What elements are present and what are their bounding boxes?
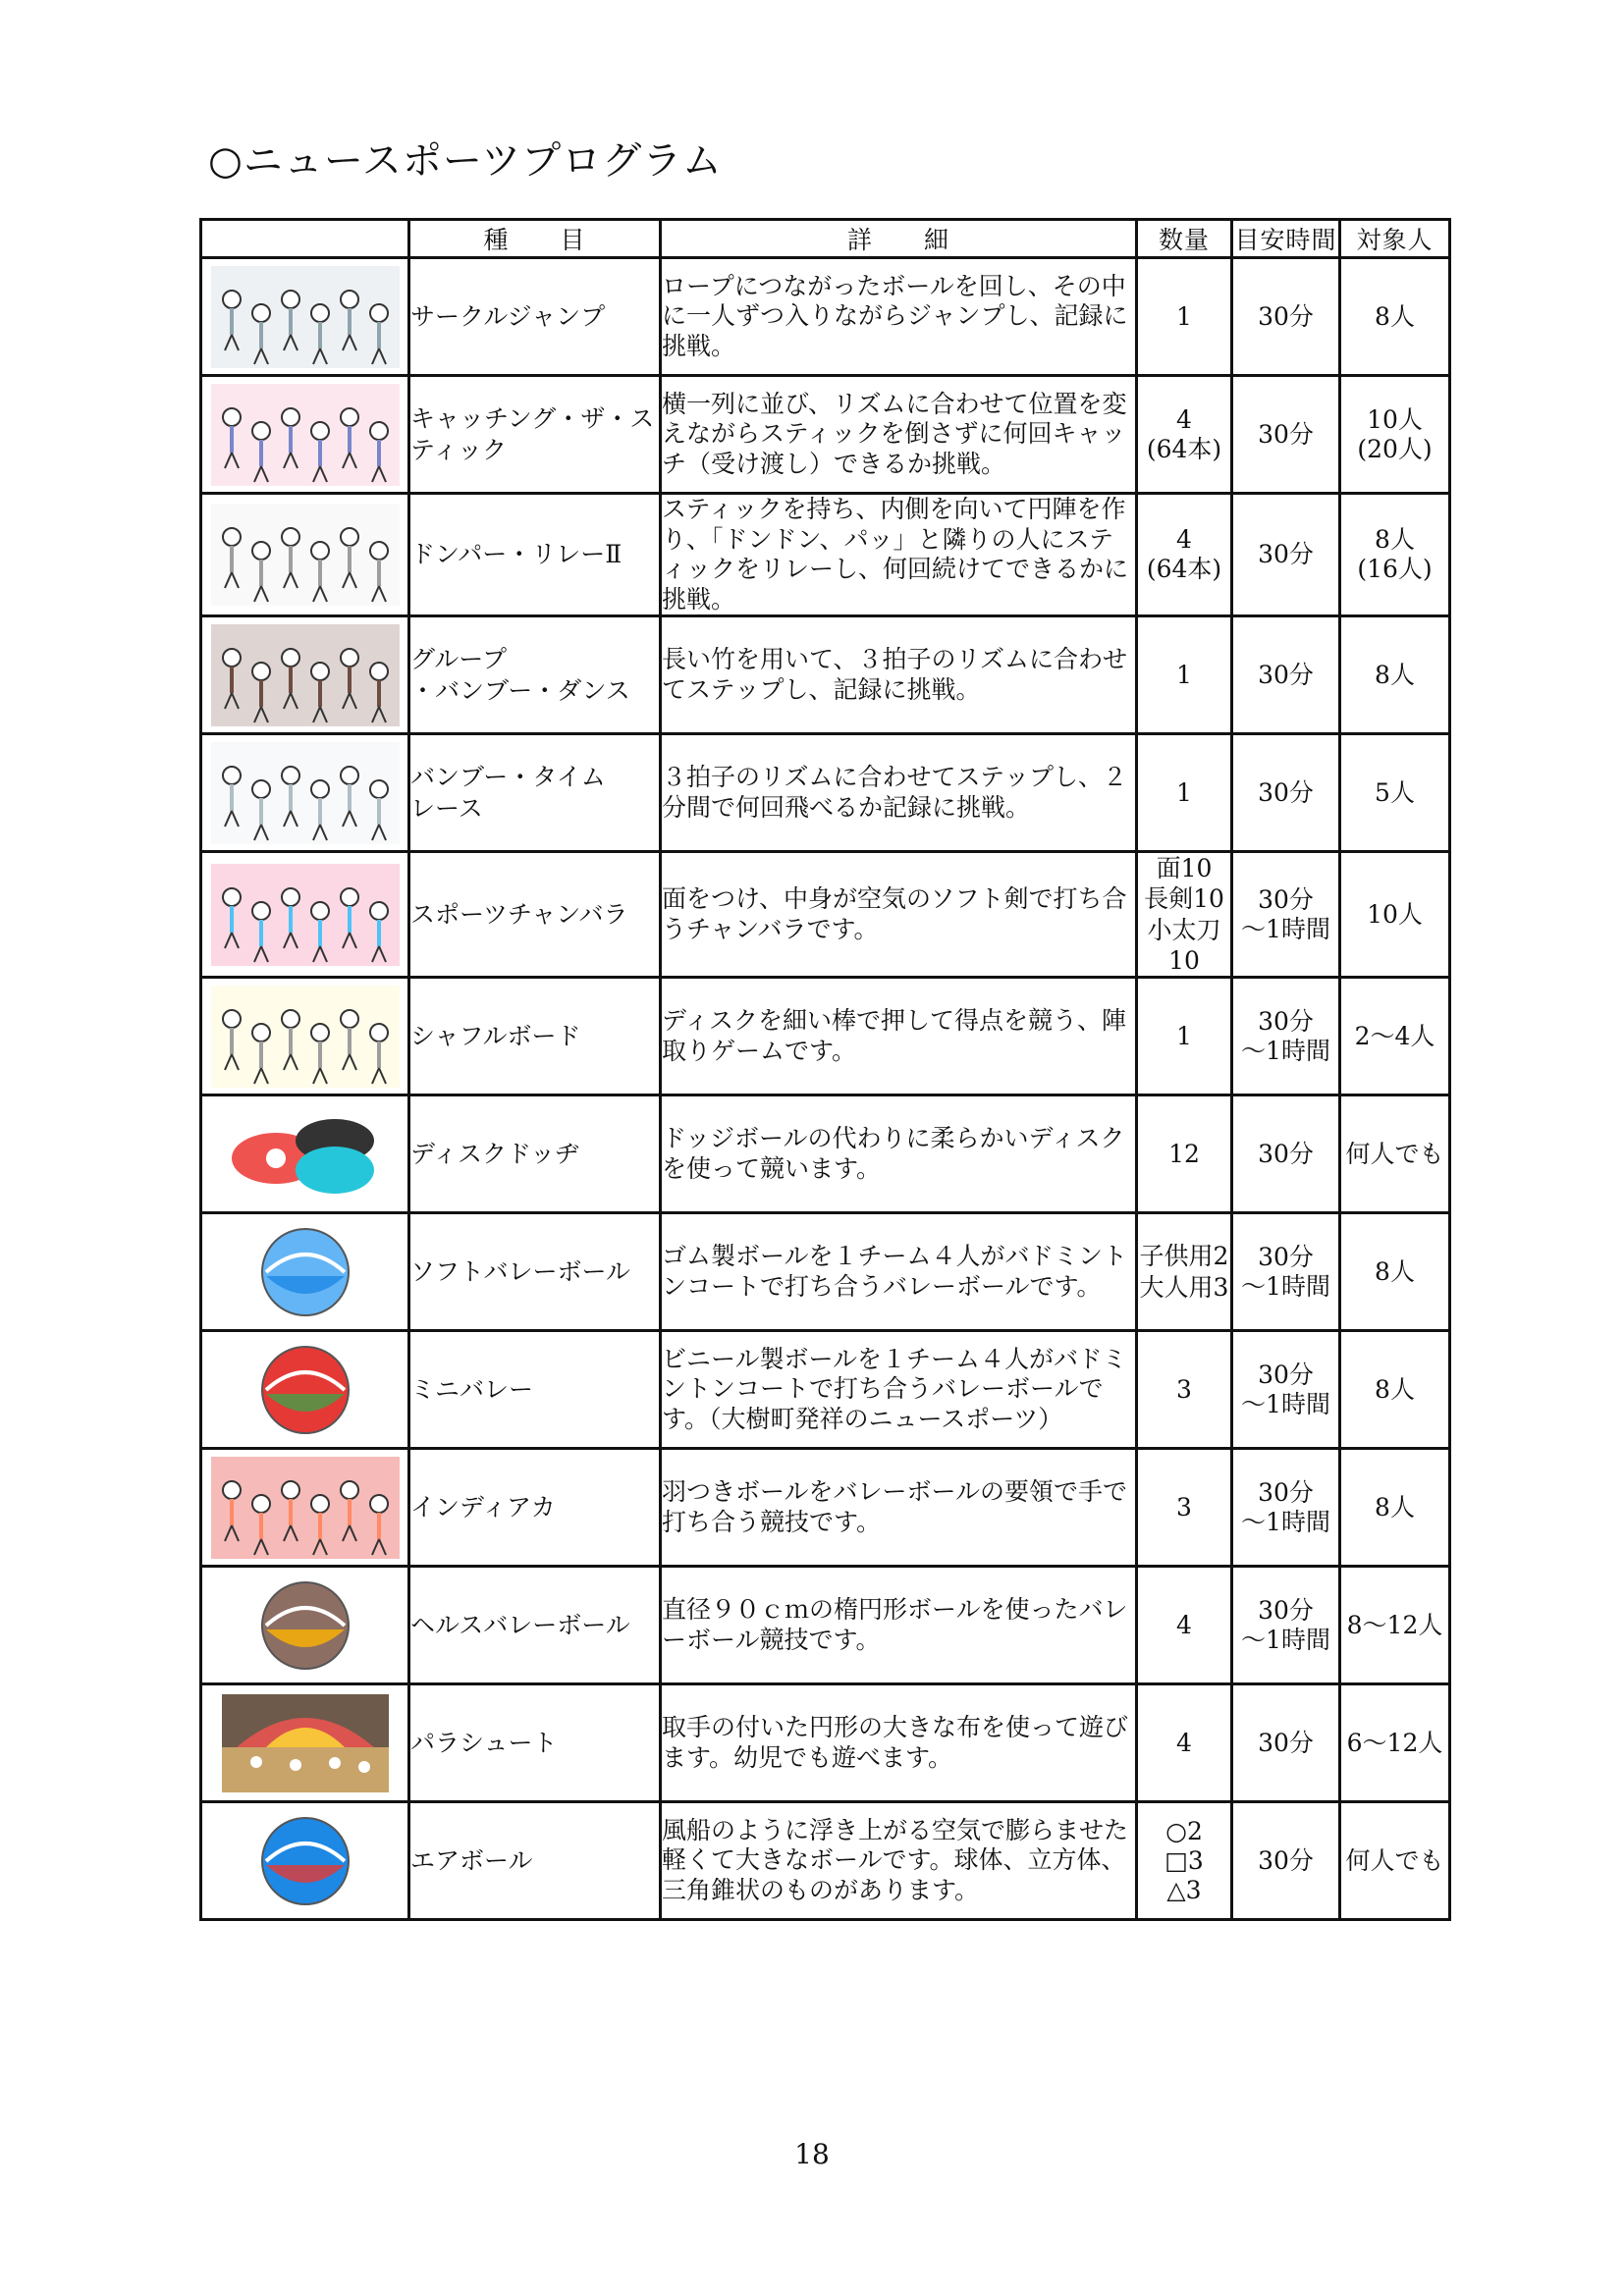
program-time: 30分 ～1時間 xyxy=(1232,1449,1340,1567)
program-quantity: 4 xyxy=(1137,1567,1232,1684)
air-ball-photo xyxy=(207,1806,404,1916)
program-target: 8人 xyxy=(1340,258,1450,376)
program-target: 10人 (20人) xyxy=(1340,376,1450,494)
health-volleyball-photo xyxy=(207,1571,404,1681)
program-image xyxy=(201,1095,409,1213)
program-name: インディアカ xyxy=(409,1449,661,1567)
program-quantity: 3 xyxy=(1137,1331,1232,1449)
program-image xyxy=(201,1802,409,1920)
table-row xyxy=(201,1095,1450,1213)
program-image xyxy=(201,852,409,978)
program-name: キャッチング・ザ・スティック xyxy=(409,376,661,494)
table-row xyxy=(201,258,1450,376)
program-detail: ドッジボールの代わりに柔らかいディスクを使って競います。 xyxy=(661,1095,1137,1213)
program-target: 6～12人 xyxy=(1340,1684,1450,1802)
table-row xyxy=(201,616,1450,734)
sports-chanbara-illustration xyxy=(207,860,404,970)
program-name: ミニバレー xyxy=(409,1331,661,1449)
program-detail: スティックを持ち、内側を向いて円陣を作り、「ドンドン、パッ」と隣りの人にスティックをリレーし、何回続けてできるかに挑戦。 xyxy=(661,494,1137,616)
program-table xyxy=(199,218,1451,1921)
program-name: サークルジャンプ xyxy=(409,258,661,376)
program-quantity: 4 (64本) xyxy=(1137,494,1232,616)
program-time: 30分 xyxy=(1232,376,1340,494)
table-row xyxy=(201,1331,1450,1449)
program-name: ドンパー・リレーⅡ xyxy=(409,494,661,616)
program-detail: 長い竹を用いて、３拍子のリズムに合わせてステップし、記録に挑戦。 xyxy=(661,616,1137,734)
program-time: 30分 ～1時間 xyxy=(1232,978,1340,1095)
program-name: ヘルスバレーボール xyxy=(409,1567,661,1684)
program-image xyxy=(201,734,409,852)
page-title: ○ニュースポーツプログラム xyxy=(208,138,723,184)
program-quantity: 12 xyxy=(1137,1095,1232,1213)
header-name: 種 目 xyxy=(409,220,661,258)
table-row xyxy=(201,978,1450,1095)
table-row xyxy=(201,1567,1450,1684)
table-row xyxy=(201,494,1450,616)
program-time: 30分 ～1時間 xyxy=(1232,852,1340,978)
program-quantity: 1 xyxy=(1137,258,1232,376)
header-target: 対象人 xyxy=(1340,220,1450,258)
bamboo-time-race-illustration xyxy=(207,738,404,848)
program-detail: 面をつけ、中身が空気のソフト剣で打ち合うチャンバラです。 xyxy=(661,852,1137,978)
program-quantity: ○2 □3 △3 xyxy=(1137,1802,1232,1920)
catching-stick-illustration xyxy=(207,380,404,490)
header-quantity: 数量 xyxy=(1137,220,1232,258)
bamboo-dance-illustration xyxy=(207,620,404,730)
header-image xyxy=(201,220,409,258)
program-image xyxy=(201,1213,409,1331)
table-row xyxy=(201,376,1450,494)
table-row xyxy=(201,852,1450,978)
program-target: 8～12人 xyxy=(1340,1567,1450,1684)
table-row xyxy=(201,734,1450,852)
donpa-relay-illustration xyxy=(207,500,404,610)
table-row xyxy=(201,1449,1450,1567)
program-target: 5人 xyxy=(1340,734,1450,852)
table-header-row xyxy=(201,220,1450,258)
program-time: 30分 xyxy=(1232,734,1340,852)
parachute-photo xyxy=(207,1688,404,1798)
program-target: 8人 xyxy=(1340,1331,1450,1449)
table-row xyxy=(201,1684,1450,1802)
indiaca-illustration xyxy=(207,1453,404,1563)
program-time: 30分 xyxy=(1232,616,1340,734)
program-target: 8人 xyxy=(1340,616,1450,734)
table-row xyxy=(201,1213,1450,1331)
program-image xyxy=(201,1331,409,1449)
program-time: 30分 xyxy=(1232,1095,1340,1213)
program-time: 30分 xyxy=(1232,1802,1340,1920)
program-target: 8人 xyxy=(1340,1449,1450,1567)
program-name: グループ ・バンブー・ダンス xyxy=(409,616,661,734)
program-detail: 取手の付いた円形の大きな布を使って遊びます。幼児でも遊べます。 xyxy=(661,1684,1137,1802)
program-name: パラシュート xyxy=(409,1684,661,1802)
program-detail: 風船のように浮き上がる空気で膨らませた軽くて大きなボールです。球体、立方体、三角錐状のものがあります。 xyxy=(661,1802,1137,1920)
program-image xyxy=(201,1684,409,1802)
program-quantity: 3 xyxy=(1137,1449,1232,1567)
shuffleboard-illustration xyxy=(207,982,404,1092)
program-image xyxy=(201,494,409,616)
program-image xyxy=(201,376,409,494)
program-time: 30分 ～1時間 xyxy=(1232,1567,1340,1684)
header-detail: 詳 細 xyxy=(661,220,1137,258)
program-target: 8人 (16人) xyxy=(1340,494,1450,616)
disc-dodge-photo xyxy=(207,1099,404,1209)
program-detail: 直径９０ｃｍの楕円形ボールを使ったバレーボール競技です。 xyxy=(661,1567,1137,1684)
program-time: 30分 ～1時間 xyxy=(1232,1213,1340,1331)
program-quantity: 面10 長剣10 小太刀10 xyxy=(1137,852,1232,978)
program-quantity: 4 (64本) xyxy=(1137,376,1232,494)
program-image xyxy=(201,1567,409,1684)
program-image xyxy=(201,258,409,376)
program-name: シャフルボード xyxy=(409,978,661,1095)
program-target: 何人でも xyxy=(1340,1095,1450,1213)
program-quantity: 1 xyxy=(1137,978,1232,1095)
program-target: 2～4人 xyxy=(1340,978,1450,1095)
program-time: 30分 ～1時間 xyxy=(1232,1331,1340,1449)
program-name: ソフトバレーボール xyxy=(409,1213,661,1331)
program-quantity: 1 xyxy=(1137,616,1232,734)
program-image xyxy=(201,978,409,1095)
program-quantity: 4 xyxy=(1137,1684,1232,1802)
program-image xyxy=(201,1449,409,1567)
program-detail: ３拍子のリズムに合わせてステップし、２分間で何回飛べるか記録に挑戦。 xyxy=(661,734,1137,852)
circle-jump-illustration xyxy=(207,262,404,372)
program-name: ディスクドッヂ xyxy=(409,1095,661,1213)
program-time: 30分 xyxy=(1232,258,1340,376)
program-quantity: 1 xyxy=(1137,734,1232,852)
program-target: 何人でも xyxy=(1340,1802,1450,1920)
page-number: 18 xyxy=(794,2138,830,2170)
table-row xyxy=(201,1802,1450,1920)
program-time: 30分 xyxy=(1232,1684,1340,1802)
soft-volleyball-photo xyxy=(207,1217,404,1327)
program-detail: ゴム製ボールを１チーム４人がバドミントンコートで打ち合うバレーボールです。 xyxy=(661,1213,1137,1331)
program-detail: ロープにつながったボールを回し、その中に一人ずつ入りながらジャンプし、記録に挑戦。 xyxy=(661,258,1137,376)
program-time: 30分 xyxy=(1232,494,1340,616)
program-detail: ディスクを細い棒で押して得点を競う、陣取りゲームです。 xyxy=(661,978,1137,1095)
program-image xyxy=(201,616,409,734)
program-detail: 羽つきボールをバレーボールの要領で手で打ち合う競技です。 xyxy=(661,1449,1137,1567)
program-detail: 横一列に並び、リズムに合わせて位置を変えながらスティックを倒さずに何回キャッチ（受け渡し）できるか挑戦。 xyxy=(661,376,1137,494)
mini-volley-ball-photo xyxy=(207,1335,404,1445)
program-target: 8人 xyxy=(1340,1213,1450,1331)
program-name: エアボール xyxy=(409,1802,661,1920)
header-time: 目安時間 xyxy=(1232,220,1340,258)
program-detail: ビニール製ボールを１チーム４人がバドミントンコートで打ち合うバレーボールです。（大樹町発祥のニュースポーツ） xyxy=(661,1331,1137,1449)
program-target: 10人 xyxy=(1340,852,1450,978)
program-name: スポーツチャンバラ xyxy=(409,852,661,978)
program-name: バンブー・タイム レース xyxy=(409,734,661,852)
program-quantity: 子供用2 大人用3 xyxy=(1137,1213,1232,1331)
